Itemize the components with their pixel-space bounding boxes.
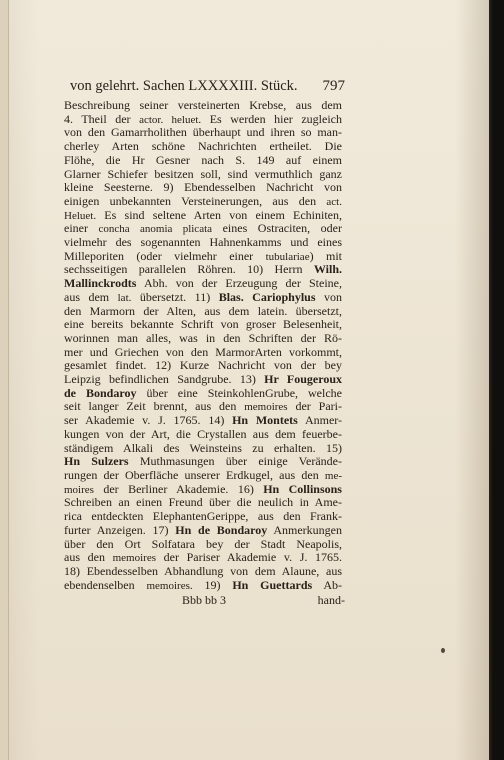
- text-run: Beschreibung seiner versteinerten Krebse, aus dem: [64, 98, 342, 112]
- latin-term-run: act.: [326, 195, 342, 208]
- text-run: den Marmorn der Alten, aus dem latein. übersetzt,: [64, 303, 342, 318]
- text-line: [64, 428, 342, 442]
- text-run: Glarner Schiefer besitzen soll, sind vermuthlich ganz: [64, 166, 342, 181]
- text-run: über den Ort Solfatara bey der Stadt Neapolis,: [64, 536, 342, 551]
- scan-edge-right: [489, 0, 504, 760]
- text-line: [64, 538, 342, 552]
- text-run: worinnen man alles, was in den Schriften der Rö-: [64, 330, 342, 345]
- author-name-run: Mallinckrodts: [64, 276, 137, 291]
- text-line: [64, 359, 342, 373]
- text-run: kleine Seesterne. 9) Ebendesselben Nachricht von: [64, 180, 342, 195]
- text-run: der Pari-: [287, 399, 342, 414]
- text-run: vielmehr des sogenannten Hahnenkamms und eines: [64, 235, 342, 250]
- text-run: Anmerkungen: [267, 522, 342, 537]
- latin-term-run: moires: [64, 483, 94, 496]
- text-run: der Berliner Akademie. 16): [93, 481, 264, 496]
- author-name-run: Hn Collinsons: [263, 481, 342, 496]
- author-name-run: Hn Montets: [232, 413, 298, 428]
- text-run: Schreiben an einen Freund über die neulich in Ame-: [64, 495, 342, 510]
- text-run: eine bereits bekannte Schrift von groser Belesenheit,: [64, 317, 342, 332]
- text-run: einigen unbekannten Versteinerungen, aus den: [64, 193, 327, 208]
- text-run: übersetzt. 11): [131, 289, 219, 304]
- text-line: [64, 222, 342, 236]
- author-name-run: Hn Guettards: [232, 577, 313, 592]
- text-line: [64, 400, 342, 414]
- text-run: ständigem Alkali des Weinsteins zu erhalten. 15): [64, 440, 342, 455]
- text-run: Es werden hier zugleich: [201, 111, 342, 126]
- text-run: rungen der Oberfläche unserer Erdkugel, aus den: [64, 467, 325, 482]
- latin-term-run: memoires: [112, 552, 156, 565]
- author-name-run: Blas. Cariophylus: [218, 289, 316, 304]
- text-run: rica entdeckten ElephantenGerippe, aus den Frank-: [64, 509, 342, 524]
- text-line: [64, 168, 342, 182]
- text-line: [64, 332, 342, 346]
- text-line: [64, 414, 342, 428]
- text-run: der Pariser Akademie v. J. 1765.: [156, 550, 343, 565]
- text-line: [64, 318, 342, 332]
- text-line: [64, 154, 342, 168]
- latin-term-run: memoires.: [146, 579, 193, 592]
- text-line: [64, 277, 342, 291]
- author-name-run: Hn de Bondaroy: [175, 522, 268, 537]
- text-line: [64, 510, 342, 524]
- text-run: aus dem: [64, 289, 118, 304]
- text-line: [64, 455, 342, 469]
- catchword: hand-: [317, 593, 345, 607]
- text-run: von den Gamarrholithen überhaupt und ihren so man-: [64, 125, 342, 140]
- latin-term-run: concha anomia plicata: [98, 223, 213, 236]
- text-run: ser Akademie v. J. 1765. 14): [64, 413, 233, 428]
- author-name-run: Hn Sulzers: [64, 454, 129, 469]
- text-run: über eine SteinkohlenGrube, welche: [136, 385, 342, 400]
- text-line: [64, 496, 342, 510]
- text-run: mer und Griechen von den MarmorArten vorkommt,: [64, 344, 342, 359]
- text-line: [64, 181, 342, 195]
- author-name-run: de Bondaroy: [64, 385, 137, 400]
- text-line: [64, 236, 342, 250]
- text-run: 18) Ebendesselben Abhandlung von dem Alaune, aus: [64, 563, 342, 578]
- text-run: furter Anzeigen. 17): [64, 522, 176, 537]
- text-line: [64, 250, 342, 264]
- text-run: cherley Arten schöne Nachrichten ertheilet. Die: [64, 139, 342, 154]
- text-run: Es sind seltene Arten von einem Echiniten,: [96, 207, 342, 222]
- running-title: von gelehrt. Sachen LXXXXIII. Stück.: [70, 78, 298, 94]
- text-run: von: [315, 289, 343, 304]
- text-run: einer: [64, 221, 99, 236]
- latin-term-run: tubulariae: [265, 250, 310, 263]
- text-run: Anmer-: [297, 413, 343, 428]
- text-run: eines Ostraciten, oder: [212, 221, 342, 236]
- text-line: [64, 373, 342, 387]
- text-run: Flöhe, die Hr Gesner nach S. 149 auf einem: [64, 152, 342, 167]
- text-run: ebendenselben: [64, 577, 147, 592]
- ink-spot: [441, 648, 445, 653]
- text-run: seit langer Zeit brennt, aus den: [64, 399, 245, 414]
- latin-term-run: lat.: [117, 291, 132, 304]
- gutter-strip-left: [0, 0, 9, 760]
- latin-term-run: actor. heluet.: [139, 113, 202, 126]
- text-line: [64, 291, 342, 305]
- author-name-run: Hr Fougeroux: [264, 372, 342, 387]
- running-header: [70, 77, 345, 95]
- latin-term-run: me-: [324, 469, 342, 482]
- text-run: ) mit: [309, 248, 342, 263]
- text-line: [64, 126, 342, 140]
- text-line: [64, 442, 342, 456]
- text-run: aus den: [64, 550, 113, 565]
- page-footer: [64, 592, 345, 608]
- text-run: kungen von der Art, die Crystallen aus dem feuerbe-: [64, 426, 342, 441]
- text-line: [64, 469, 342, 483]
- text-line: [64, 113, 342, 127]
- text-line: [64, 579, 342, 593]
- text-run: 19): [192, 577, 233, 592]
- text-line: [64, 195, 342, 209]
- text-line: [64, 551, 342, 565]
- text-line: [64, 209, 342, 223]
- text-line: [64, 140, 342, 154]
- text-run: gesamlet findet. 12) Kurze Nachricht von der bey: [64, 358, 342, 373]
- text-line: [64, 305, 342, 319]
- printer-signature-mark: Bbb bb 3: [182, 593, 227, 607]
- body-text: [64, 99, 342, 592]
- text-line: [64, 263, 342, 277]
- text-run: 4. Theil der: [64, 111, 140, 126]
- author-name-run: Wilh.: [313, 262, 342, 277]
- latin-term-run: Heluet.: [64, 209, 97, 222]
- text-line: [64, 99, 342, 113]
- text-line: [64, 387, 342, 401]
- latin-term-run: memoires: [244, 401, 288, 414]
- page-number: 797: [322, 78, 345, 94]
- text-run: Muthmasungen über einige Verände-: [128, 454, 342, 469]
- text-run: Milleporiten (oder vielmehr einer: [64, 248, 266, 263]
- text-line: [64, 565, 342, 579]
- text-line: [64, 524, 342, 538]
- text-run: Abh. von der Erzeugung der Steine,: [136, 276, 342, 291]
- text-line: [64, 483, 342, 497]
- text-line: [64, 346, 342, 360]
- text-run: sechsseitigen parallelen Röhren. 10) Herrn: [64, 262, 314, 277]
- text-run: Ab-: [312, 577, 343, 592]
- text-run: Leipzig befindlichen Sandgrube. 13): [64, 372, 265, 387]
